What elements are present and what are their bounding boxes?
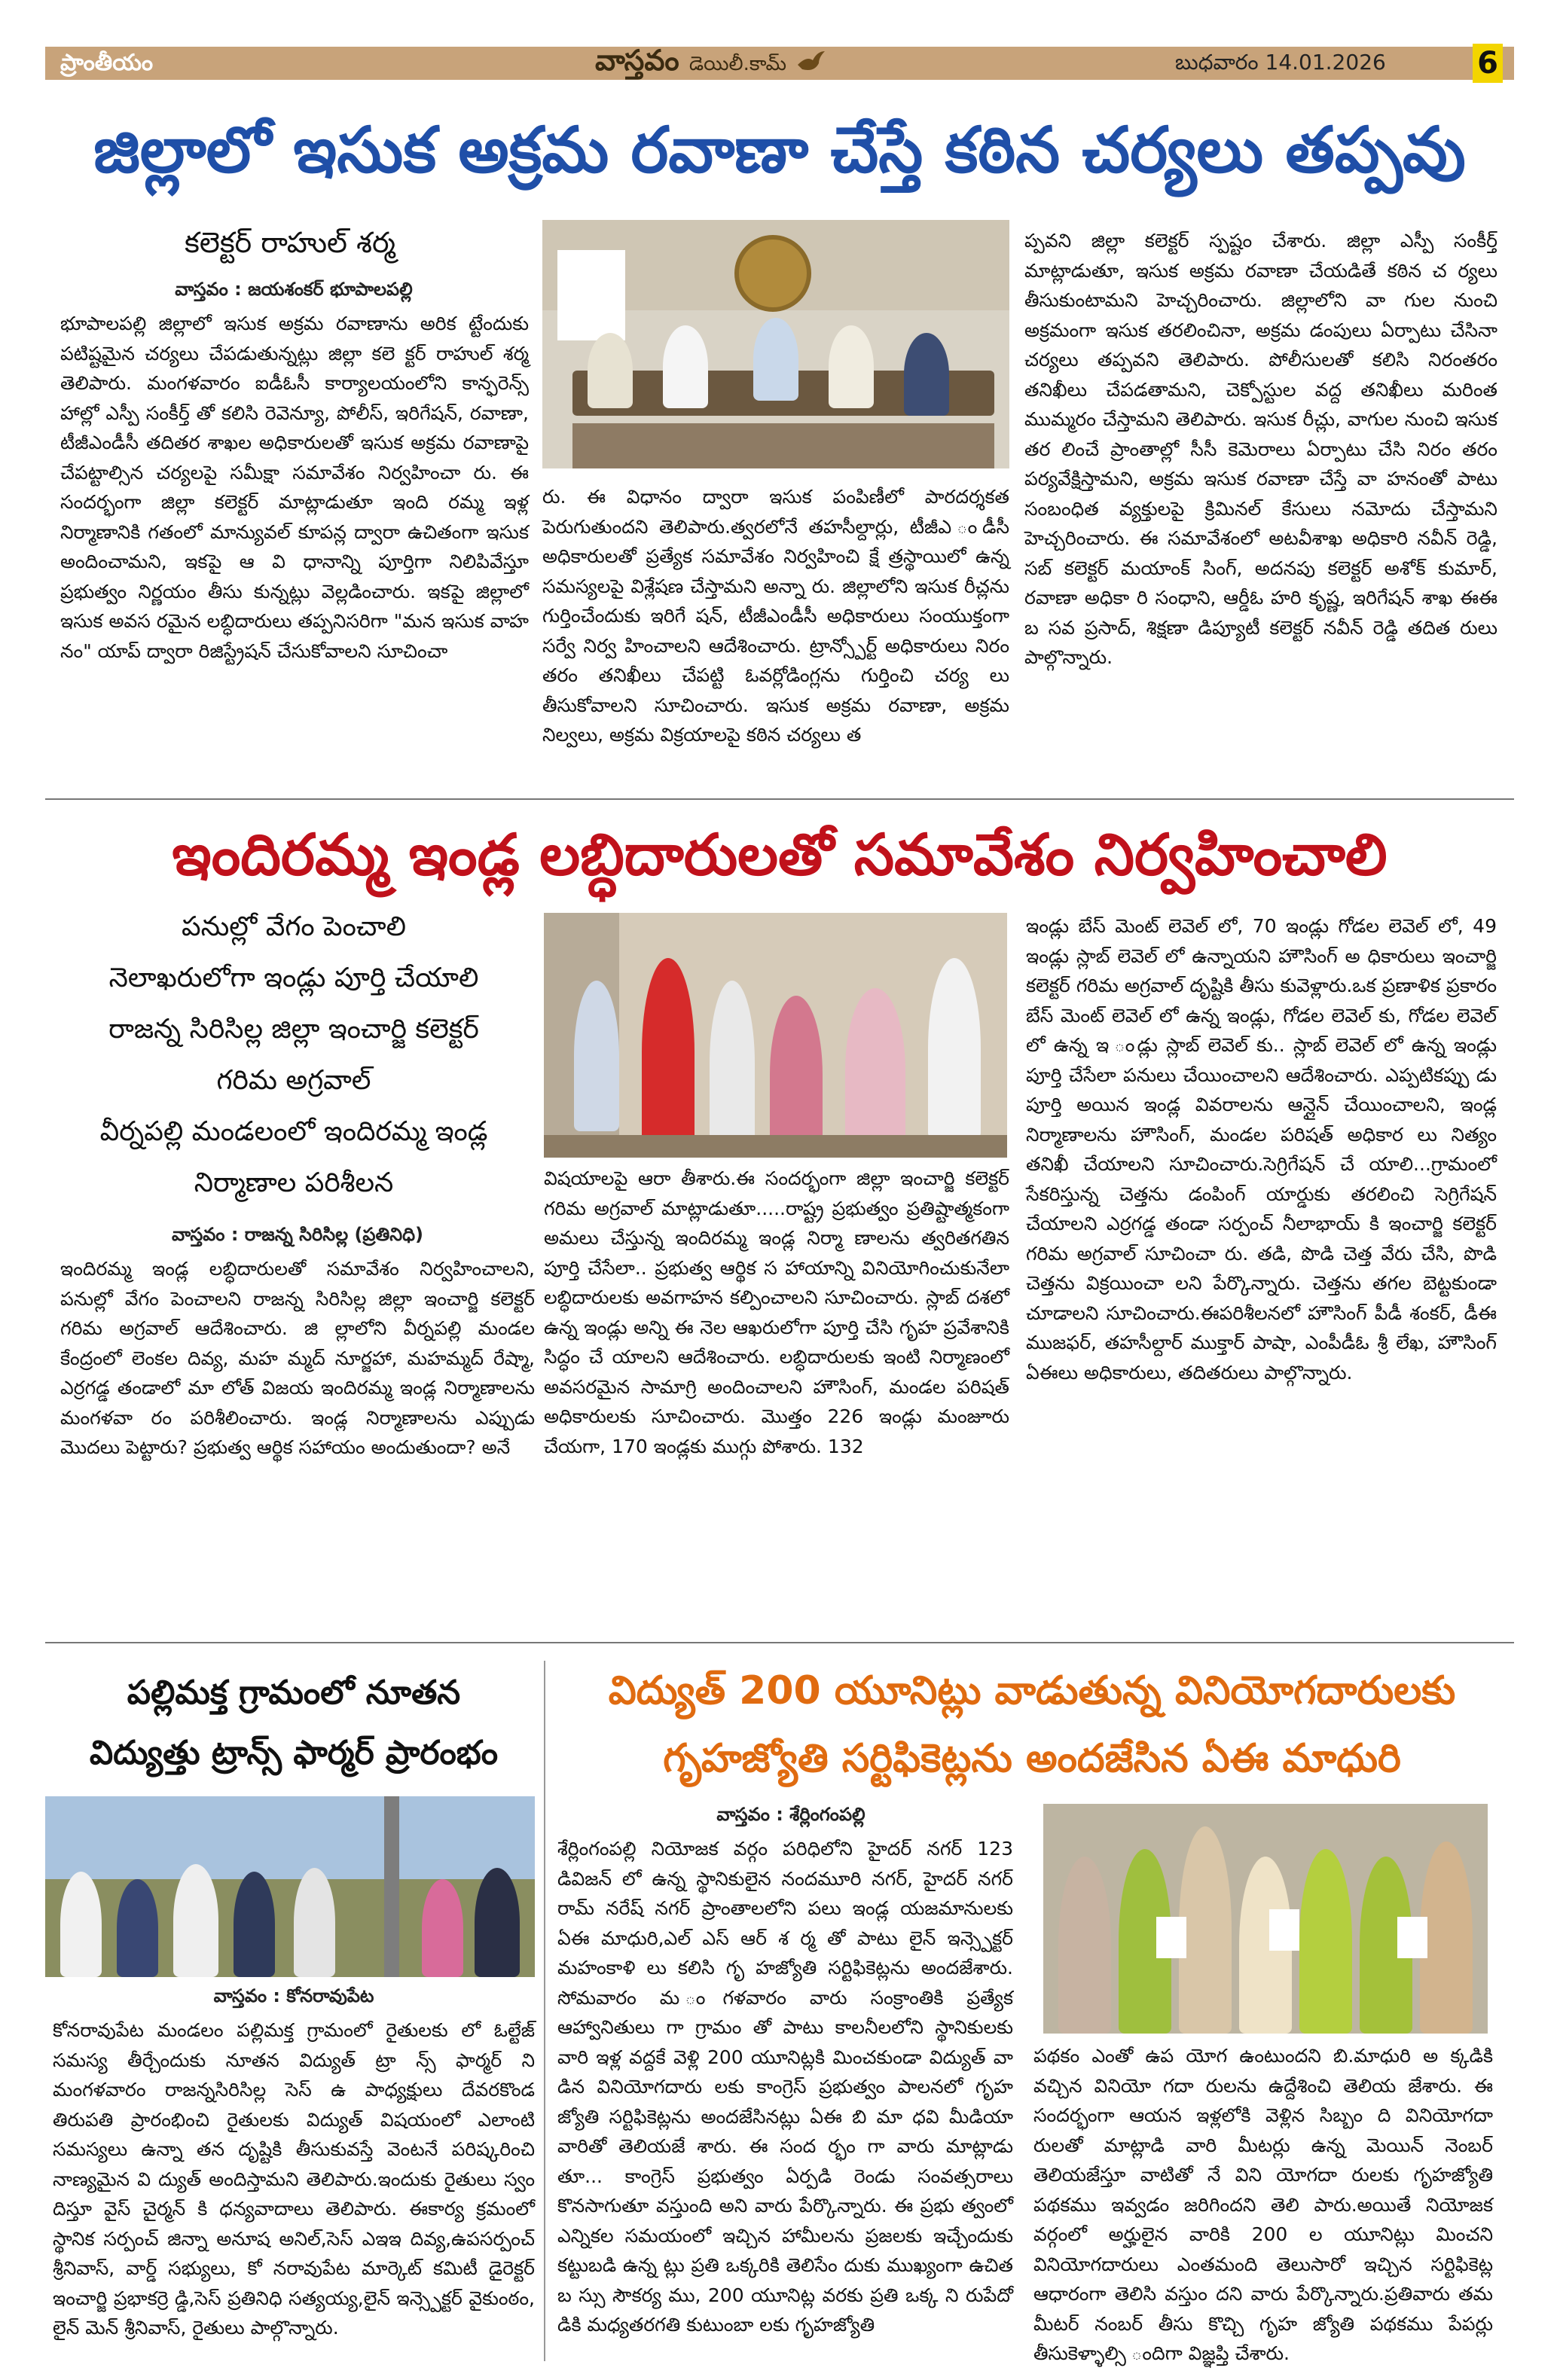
divider xyxy=(45,1642,1514,1643)
article1-column-1: భూపాలపల్లి జిల్లాలో ఇసుక అక్రమ రవాణాను అరిక ట్టేందుకు పటిష్టమైన చర్యలు చేపడుతున్నట్లు జిల్లా కలె క్టర్ రాహుల్ శర్మ తెలిపారు. మంగళవారం ఐడీఓసీ కార్యాలయంలోని కాన్ఫరెన్స్ హాల్లో ఎస్పీ సంకీర్త్ తో కలిసి రెవెన్యూ, పోలీస్, ఇరిగేషన్, రవాణా, టీజీఎండీసీ తదితర శాఖల అధికారులతో ఇసుక అక్రమ రవాణాపై చేపట్టాల్సిన చర్యలపై సమీక్షా సమావేశం నిర్వహించా రు. ఈ సందర్భంగా జిల్లా కలెక్టర్ మాట్లాడుతూ ఇంది రమ్మ ఇళ్ల నిర్మాణానికి గతంలో మాన్యువల్ కూపన్ల ద్వారా ఉచితంగా ఇసుక అందించామని, ఇకపై ఆ వి ధానాన్ని పూర్తిగా నిలిపివేస్తూ ప్రభుత్వం నిర్ణయం తీసు కున్నట్లు వెల్లడించారు. ఇకపై జిల్లాలో ఇసుక అవస రమైన లబ్ధిదారులు తప్పనిసరిగా "మన ఇసుక వాహ నం" యాప్ ద్వారా రిజిస్ట్రేషన్ చేసుకోవాలని సూచించా xyxy=(60,313,529,662)
article3-dateline: వాస్తవం : కోనరావుపేట xyxy=(213,1985,374,2006)
article2-subhead: నెలాఖరులోగా ఇండ్లు పూర్తి చేయాలి xyxy=(108,963,479,993)
article1-column-3: ప్పవని జిల్లా కలెక్టర్ స్పష్టం చేశారు. జిల్లా ఎస్పీ సంకీర్త్ మాట్లాడుతూ, ఇసుక అక్రమ రవాణా చేయడితే కఠిన చ ర్యలు తీసుకుంటామని హెచ్చరించారు. జిల్లాలోని వా గుల నుంచి అక్రమంగా ఇసుక తరలించినా, అక్రమ డంపులు ఏర్పాటు చేసినా చర్యలు తప్పవని తెలిపారు. పోలీసులతో కలిసి నిరంతరం తనిఖీలు చేపడతామని, చెక్పోస్టుల వద్ద తనిఖీలు మరింత ముమ్మరం చేస్తామని తెలిపారు. ఇసుక రీచ్లు, వాగుల నుంచి ఇసుక తర లించే ప్రాంతాల్లో సీసీ కెమెరాలు ఏర్పాటు చేసి నిరం తరం పర్యవేక్షిస్తామని, అక్రమ ఇసుక రవాణా చేస్తే వా హనంతో పాటు సంబంధిత వ్యక్తులపై క్రిమినల్ కేసులు నమోదు చేస్తామని హెచ్చరించారు. ఈ సమావేశంలో అటవీశాఖ అధికారి నవీన్ రెడ్డి, సబ్ కలెక్టర్ మయాంక్ సింగ్, అదనపు కలెక్టర్ అశోక్ కుమార్, రవాణా అధికా రి సంధాని, ఆర్డీఓ హరి కృష్ణ, ఇరిగేషన్ శాఖ ఈఈ బ సవ ప్రసాద్, శిక్షణా డిప్యూటీ కలెక్టర్ నవీన్ రెడ్డి తదిత రులు పాల్గొన్నారు. xyxy=(1024,230,1497,668)
issue-date: బుధవారం 14.01.2026 xyxy=(1175,50,1386,75)
article1-subhead: కలెక్టర్ రాహుల్ శర్మ xyxy=(185,226,395,259)
article2-dateline: వాస్తవం : రాజన్న సిరిసిల్ల (ప్రతినిధి) xyxy=(171,1224,424,1245)
article1-dateline: వాస్తవం : జయశంకర్ భూపాలపల్లి xyxy=(175,279,413,300)
article3-headline xyxy=(53,1663,535,1783)
article3-photo-transformer xyxy=(45,1796,535,1977)
article4-headline-line: గృహజ్యోతి సర్టిఫికెట్లను అందజేసిన ఏఈ మాధురి xyxy=(663,1736,1401,1781)
article4-column-2: పథకం ఎంతో ఉప యోగ ఉంటుందని బి.మాధురి అ క్కడికి వచ్చిన వినియో గదా రులను ఉద్దేశించి తెలియ జేశారు. ఈ సందర్భంగా ఆయన ఇళ్లలోకి వెళ్లిన సిబ్బం ది వినియోగదా రులతో మాట్లాడి వారి మీటర్లు ఉన్న మెయిన్ నెంబర్ తెలియజేస్తూ వాటితో నే విని యోగదా రులకు గృహజ్యోతి పథకము ఇవ్వడం జరిగిందని తెలి పారు.అయితే నియోజక వర్గంలో అర్హులైన వారికి 200 ల యూనిట్లు మించని వినియోగదారులు ఎంతమంది తెలుసారో ఇచ్చిన సర్టిఫికెట్ల ఆధారంగా తెలిసి వస్తుం దని వారు పేర్కొన్నారు.ప్రతివారు తమ మీటర్ నంబర్ తీసు కొచ్చి గృహ జ్యోతి పథకము పేపర్లు తీసుకెళ్ళాల్సి ందిగా విజ్ఞప్తి చేశారు. xyxy=(1033,2045,1493,2364)
section-label: ప్రాంతీయం xyxy=(60,50,154,76)
article2-column-2: విషయాలపై ఆరా తీశారు.ఈ సందర్భంగా జిల్లా ఇంచార్జి కలెక్టర్ గరిమ అగ్రవాల్ మాట్లాడుతూ.....రాష్ట్ర ప్రభుత్వం ప్రతిష్టాత్మకంగా అమలు చేస్తున్న ఇందిరమ్మ ఇండ్ల నిర్మా ణాలను త్వరితగతిన పూర్తి చేసేలా.. ప్రభుత్వ ఆర్థిక స హాయాన్ని వినియోగించుకునేలా లబ్ధిదారులకు అవగాహన కల్పించాలని సూచించారు. స్లాబ్ దశలో ఉన్న ఇండ్లు అన్ని ఈ నెల ఆఖరులోగా పూర్తి చేసి గృహ ప్రవేశానికి సిద్ధం చే యాలని ఆదేశించారు. లబ్ధిదారులకు ఇంటి నిర్మాణంలో అవసరమైన సామాగ్రి అందించాలని హౌసింగ్, మండల పరిషత్ అధికారులకు సూచించారు. మొత్తం 226 ఇండ్లు మంజూరు చేయగా, 170 ఇండ్లకు ముగ్గు పోశారు. 132 xyxy=(544,1167,1009,1457)
article1-column-2: రు. ఈ విధానం ద్వారా ఇసుక పంపిణీలో పారదర్శకత పెరుగుతుందని తెలిపారు.త్వరలోనే తహసీల్దార్లు, టీజీఎ ండీసీ అధికారులతో ప్రత్యేక సమావేశం నిర్వహించి క్షే త్రస్థాయిలో ఉన్న సమస్యలపై విశ్లేషణ చేస్తామని అన్నా రు. జిల్లాలోని ఇసుక రీచ్లను గుర్తించేందుకు ఇరిగే షన్, టీజీఎండీసీ అధికారులు సంయుక్తంగా సర్వే నిర్వ హించాలని ఆదేశించారు. ట్రాన్స్పోర్ట్ అధికారులు నిరం తరం తనిఖీలు చేపట్టి ఓవర్లోడింగ్లను గుర్తించి చర్య లు తీసుకోవాలని సూచించారు. ఇసుక అక్రమ రవాణా, అక్రమ నిల్వలు, అక్రమ విక్రయాలపై కఠిన చర్యలు త xyxy=(542,486,1009,746)
article4-headline-line: విద్యుత్ 200 యూనిట్లు వాడుతున్న వినియోగదారులకు xyxy=(608,1668,1456,1713)
article2-subhead: నిర్మాణాల పరిశీలన xyxy=(194,1167,394,1198)
bird-logo-icon xyxy=(796,50,826,75)
article4-photo-certificates xyxy=(1043,1804,1488,2034)
article4-headline xyxy=(557,1657,1507,1793)
column-divider xyxy=(544,1661,545,2361)
brand-name: వాస్తవం xyxy=(595,44,679,77)
article3-body: కోనరావుపేట మండలం పల్లిమక్త గ్రామంలో రైతులకు లో ఓల్టేజ్ సమస్య తీర్చేందుకు నూతన విద్యుత్ ట్రా న్స్ ఫార్మర్ ని మంగళవారం రాజన్నసిరిసిల్ల సెస్ ఉ పాధ్యక్షులు దేవరకొండ తిరుపతి ప్రారంభించి రైతులకు విద్యుత్ విషయంలో ఎలాంటి సమస్యలు ఉన్నా తన దృష్టికి తీసుకువస్తే వెంటనే పరిష్కరించి నాణ్యమైన వి ద్యుత్ అందిస్తామని తెలిపారు.ఇందుకు రైతులు స్వం దిస్తూ వైస్ చైర్మన్ కి ధన్యవాదాలు తెలిపారు. ఈకార్య క్రమంలో స్థానిక సర్పంచ్ జిన్నా అనూష అనిల్,సెస్ ఎఇఇ దివ్య,ఉపసర్పంచ్ శ్రీనివాస్, వార్డ్ సభ్యులు, కో నరావుపేట మార్కెట్ కమిటీ డైరెక్టర్ ఇంచార్జి ప్రభాకర్రె డ్డి,సెస్ ప్రతినిధి సత్యయ్య,లైన్ ఇన్స్పెక్టర్ వైకుంఠం, లైన్ మెన్ శ్రీనివాస్, రైతులు పాల్గొన్నారు. xyxy=(53,2019,535,2339)
article2-subhead: రాజన్న సిరిసిల్ల జిల్లా ఇంచార్జి కలెక్టర్ xyxy=(108,1014,479,1045)
brand-masthead xyxy=(595,44,826,84)
article4-column-1: శేర్లింగంపల్లి నియోజక వర్గం పరిధిలోని హైదర్ నగర్ 123 డివిజన్ లో ఉన్న స్థానికులైన నందమూరి నగర్, హైదర్ నగర్ రామ్ నరేష్ నగర్ ప్రాంతాలలోని పలు ఇండ్ల యజమానులకు ఏఈ మాధురి,ఎల్ ఎస్ ఆర్ శ ర్మ తో పాటు లైన్ ఇన్స్పెక్టర్ మహంకాళి లు కలిసి గృ హజ్యోతి సర్టిఫికెట్లను అందజేశారు. సోమవారం మ ంగళవారం వారు సంక్రాంతికి ప్రత్యేక ఆహ్వానితులు గా గ్రామం తో పాటు కాలనీలలోని స్థానికులకు వారి ఇళ్ల వద్దకే వెళ్లి 200 యూనిట్లకి మించకుండా విద్యుత్ వా డిన వినియోగదారు లకు కాంగ్రెస్ ప్రభుత్వం పాలనలో గృహ జ్యోతి సర్టిఫికెట్లను అందజేసినట్లు ఏఈ బి మా ధవి మీడియా వారితో తెలియజే శారు. ఈ సంద ర్భం గా వారు మాట్లాడు తూ... కాంగ్రెస్ ప్రభుత్వం ఏర్పడి రెండు సంవత్సరాలు కొనసాగుతూ వస్తుంది అని వారు పేర్కొన్నారు. ఈ ప్రభు త్వంలో ఎన్నికల సమయంలో ఇచ్చిన హామీలను ప్రజలకు ఇచ్చేందుకు కట్టుబడి ఉన్న ట్లు ప్రతి ఒక్కరికి తెలిసేం దుకు ముఖ్యంగా ఉచిత బ స్సు సౌకర్య ము, 200 యూనిట్ల వరకు ప్రతి ఒక్క ని రుపేదో డికి మధ్యతరగతి కుటుంబా లకు గృహజ్యోతి xyxy=(557,1838,1013,2336)
divider xyxy=(45,798,1514,800)
page-number: 6 xyxy=(1473,44,1503,83)
article2-column-1: ఇందిరమ్మ ఇండ్ల లబ్ధిదారులతో సమావేశం నిర్వహించాలని, పనుల్లో వేగం పెంచాలని రాజన్న సిరిసిల్ల జిల్లా ఇంచార్జి కలెక్టర్ గరిమ అగ్రవాల్ ఆదేశించారు. జి ల్లాలోని వీర్నపల్లి మండల కేంద్రంలో లెంకల దివ్య, మహ మ్మద్ నూర్జహా, మహమ్మద్ రేష్మా, ఎర్రగడ్డ తండాలో మా లోత్ విజయ ఇందిరమ్మ ఇండ్ల నిర్మాణాలను మంగళవా రం పరిశీలించారు. ఇండ్ల నిర్మాణాలను ఎప్పుడు మొదలు పెట్టారు? ప్రభుత్వ ఆర్థిక సహాయం అందుతుందా? అనే xyxy=(60,1258,535,1458)
article4-dateline: వాస్తవం : శేర్లింగంపల్లి xyxy=(716,1804,866,1825)
brand-subtitle: డెయిలీ.కామ్ xyxy=(688,53,786,75)
article2-subhead: గరిమ అగ్రవాల్ xyxy=(216,1065,371,1096)
article2-photo-inspection xyxy=(544,913,1007,1158)
article2-headline: ఇందిరమ్మ ఇండ్ల లబ్ధిదారులతో సమావేశం నిర్వహించాలి xyxy=(172,821,1388,888)
article3-headline-line: పల్లిమక్త గ్రామంలో నూతన xyxy=(127,1674,461,1712)
article1-photo-meeting xyxy=(542,220,1009,468)
article2-subhead: పనుల్లో వేగం పెంచాలి xyxy=(181,911,407,942)
article2-column-3: ఇండ్లు బేస్ మెంట్ లెవెల్ లో, 70 ఇండ్లు గోడల లెవెల్ లో, 49 ఇండ్లు స్లాబ్ లెవెల్ లో ఉన్నాయని హౌసింగ్ అ ధికారులు ఇంచార్జి కలెక్టర్ గరిమ అగ్రవాల్ దృష్టికి తీసు కువెళ్లారు.ఒక ప్రణాళిక ప్రకారం బేస్ మెంట్ లెవెల్ లో ఉన్న ఇండ్లు, గోడల లెవెల్ కు, గోడల లెవెల్ లో ఉన్న ఇ ండ్లు స్లాబ్ లెవెల్ కు.. స్లాబ్ లెవెల్ లో ఉన్న ఇండ్లు పూర్తి చేసేలా పనులు చేయించాలని ఆదేశించారు. ఎప్పటికప్పు డు పూర్తి అయిన ఇండ్ల వివరాలను ఆన్లైన్ చేయించాలని, ఇండ్ల నిర్మాణాలను హౌసింగ్, మండల పరిషత్ అధికార లు నిత్యం తనిఖీ చేయాలని సూచించారు.సెగ్రిగేషన్ చే యాలి...గ్రామంలో సేకరిస్తున్న చెత్తను డంపింగ్ యార్డుకు తరలించి సెగ్రిగేషన్ చేయాలని ఎర్రగడ్డ తండా సర్పంచ్ నీలాభాయ్ కి ఇంచార్జి కలెక్టర్ గరిమ అగ్రవాల్ సూచించా రు. తడి, పొడి చెత్త వేరు చేసి, పొడి చెత్తను విక్రయించా లని పేర్కొన్నారు. చెత్తను తగల బెట్టకుండా చూడాలని సూచించారు.ఈపరిశీలనలో హౌసింగ్ పీడీ శంకర్, డీఈ ముజఫర్, తహసీల్దార్ ముక్తార్ పాషా, ఎంపీడీఓ శ్రీ లేఖ, హౌసింగ్ ఏఈలు అధికారులు, తదితరులు పాల్గొన్నారు. xyxy=(1026,915,1497,1384)
article2-subheads xyxy=(53,911,535,1219)
article3-headline-line: విద్యుత్తు ట్రాన్స్ ఫార్మర్ ప్రారంభం xyxy=(89,1734,499,1772)
article2-subhead: వీర్నపల్లి మండలంలో ఇందిరమ్మ ఇండ్ల xyxy=(99,1116,488,1147)
article1-headline: జిల్లాలో ఇసుక అక్రమ రవాణా చేస్తే కఠిన చర్యలు తప్పవు xyxy=(93,113,1466,187)
